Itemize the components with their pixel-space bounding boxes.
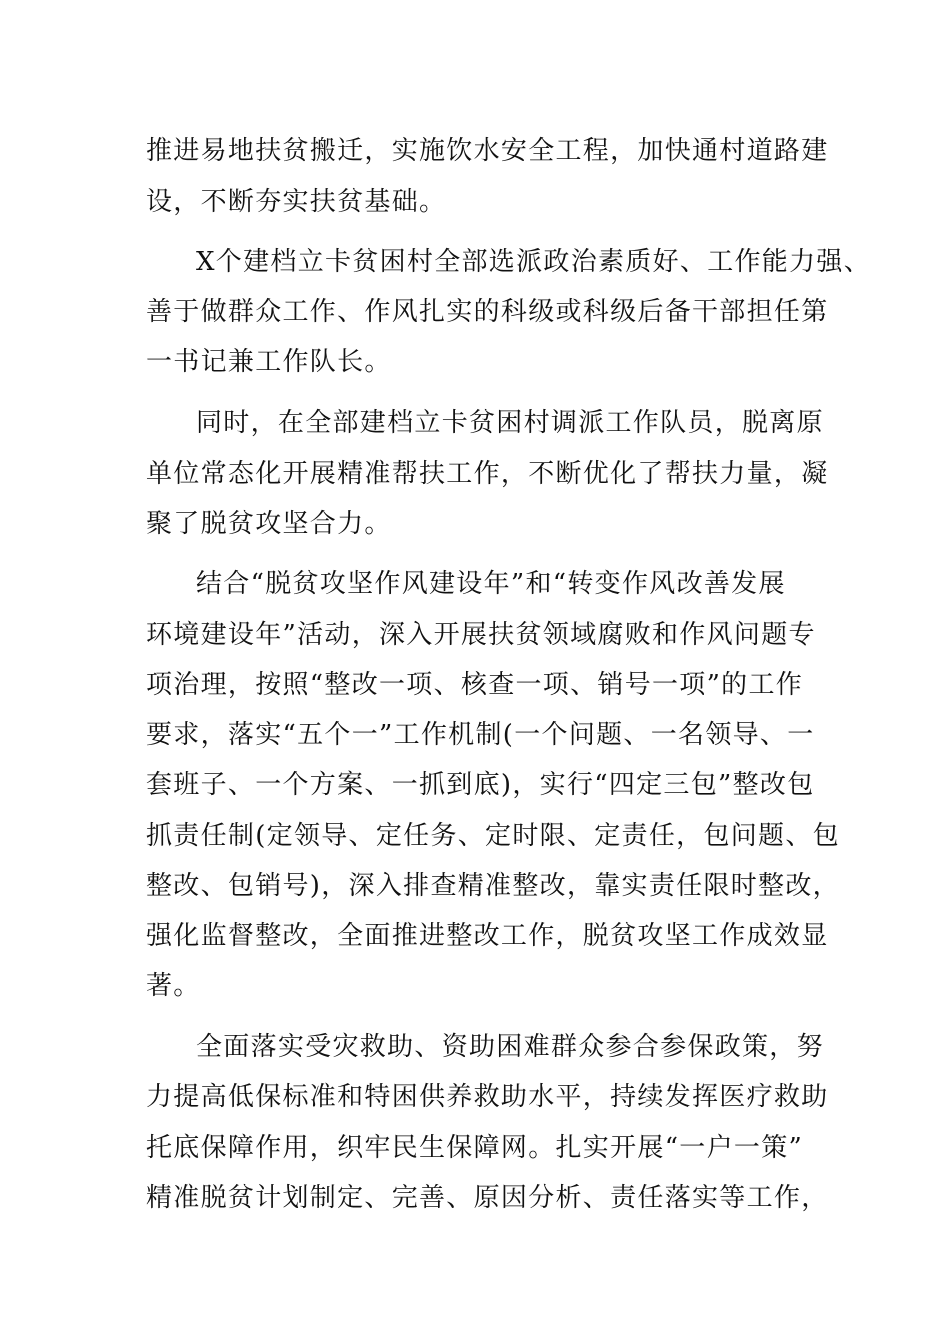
paragraph-4-line-7: 整改、包销号)，深入排查精准整改，靠实责任限时整改， (146, 871, 840, 901)
paragraph-4-line-1: 结合“脱贫攻坚作风建设年”和“转变作风改善发展 (196, 569, 786, 599)
paragraph-3-line-2: 单位常态化开展精准帮扶工作，不断优化了帮扶力量，凝 (146, 459, 829, 489)
paragraph-1-line-1: 推进易地扶贫搬迁，实施饮水安全工程，加快通村道路建 (146, 136, 829, 166)
paragraph-5-line-4: 精准脱贫计划制定、完善、原因分析、责任落实等工作， (146, 1183, 829, 1213)
paragraph-4-line-9: 著。 (146, 971, 201, 1001)
paragraph-3-line-3: 聚了脱贫攻坚合力。 (146, 509, 392, 539)
paragraph-2-line-3: 一书记兼工作队长。 (146, 347, 392, 377)
paragraph-1-line-2: 设，不断夯实扶贫基础。 (146, 187, 447, 217)
paragraph-4-line-2: 环境建设年”活动，深入开展扶贫领域腐败和作风问题专 (146, 620, 816, 650)
paragraph-5-line-1: 全面落实受灾救助、资助困难群众参合参保政策，努 (196, 1032, 824, 1062)
paragraph-4-line-3: 项治理，按照“整改一项、核查一项、销号一项”的工作 (146, 670, 804, 700)
paragraph-5-line-3: 托底保障作用，织牢民生保障网。扎实开展“一户一策” (146, 1133, 804, 1163)
paragraph-4-line-8: 强化监督整改，全面推进整改工作，脱贫攻坚工作成效显 (146, 921, 829, 951)
paragraph-4-line-4: 要求，落实“五个一”工作机制(一个问题、一名领导、一 (146, 720, 815, 750)
paragraph-2-line-2: 善于做群众工作、作风扎实的科级或科级后备干部担任第 (146, 297, 829, 327)
paragraph-3-line-1: 同时，在全部建档立卡贫困村调派工作队员，脱离原 (196, 408, 824, 438)
paragraph-5-line-2: 力提高低保标准和特困供养救助水平，持续发挥医疗救助 (146, 1082, 829, 1112)
paragraph-4-line-6: 抓责任制(定领导、定任务、定时限、定责任，包问题、包 (146, 821, 840, 851)
paragraph-2-line-1: X个建档立卡贫困村全部选派政治素质好、工作能力强、 (196, 247, 872, 277)
paragraph-4-line-5: 套班子、一个方案、一抓到底)，实行“四定三包”整改包 (146, 770, 815, 800)
